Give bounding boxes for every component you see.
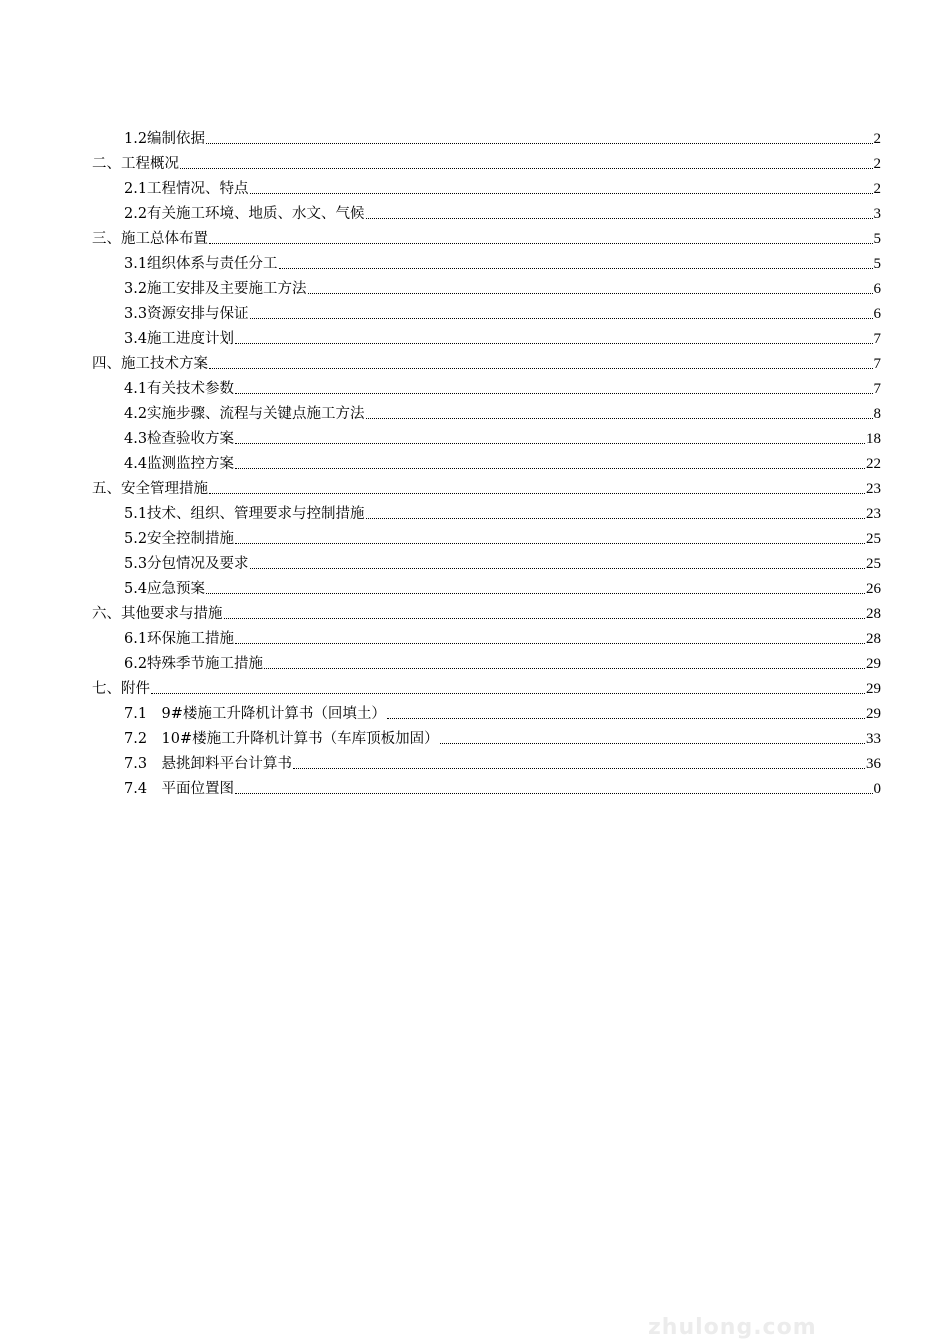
toc-dot-leader	[440, 742, 865, 744]
toc-entry-6-2[interactable]	[0, 648, 950, 673]
toc-entry-title: 5.2安全控制措施	[124, 531, 235, 547]
toc-page-number: 29	[866, 656, 881, 672]
toc-page-number: 5	[873, 256, 881, 272]
toc-entry-title: 三、施工总体布置	[92, 231, 208, 247]
toc-entry-4-3[interactable]	[0, 423, 950, 448]
toc-entry-title: 4.2实施步骤、流程与关键点施工方法	[124, 406, 365, 422]
toc-entry-2-2[interactable]	[0, 198, 950, 223]
toc-page-number: 6	[873, 281, 881, 297]
toc-dot-leader	[235, 642, 865, 644]
toc-entry-title: 5.1技术、组织、管理要求与控制措施	[124, 506, 365, 522]
toc-entry-3-1[interactable]	[0, 248, 950, 273]
toc-entry-title: 4.1有关技术参数	[124, 381, 235, 397]
toc-entry-title: 7.4 平面位置图	[124, 781, 235, 797]
toc-page-number: 6	[873, 306, 881, 322]
toc-entry-title: 五、安全管理措施	[92, 481, 208, 497]
toc-dot-leader	[235, 392, 872, 394]
toc-entry-title: 2.2有关施工环境、地质、水文、气候	[124, 206, 365, 222]
toc-dot-leader	[209, 242, 873, 244]
toc-entry-5-3[interactable]	[0, 548, 950, 573]
toc-entry-5-4[interactable]	[0, 573, 950, 598]
toc-page-number: 3	[873, 206, 881, 222]
toc-entry-title: 7.3 悬挑卸料平台计算书	[124, 756, 293, 772]
toc-page-number: 29	[866, 706, 881, 722]
toc-entry-title: 5.3分包情况及要求	[124, 556, 249, 572]
toc-dot-leader	[224, 617, 866, 619]
toc-dot-leader	[366, 417, 873, 419]
toc-entry-title: 3.1组织体系与责任分工	[124, 256, 278, 272]
toc-page-number: 28	[866, 631, 881, 647]
toc-entry-4-2[interactable]	[0, 398, 950, 423]
toc-page-number: 0	[873, 781, 881, 797]
toc-dot-leader	[293, 767, 865, 769]
toc-entry-4-4[interactable]	[0, 448, 950, 473]
toc-page-number: 25	[866, 556, 881, 572]
toc-dot-leader	[387, 717, 865, 719]
toc-dot-leader	[250, 567, 865, 569]
toc-page-number: 7	[873, 381, 881, 397]
toc-entry-title: 7.2 10#楼施工升降机计算书（车库顶板加固）	[124, 731, 439, 747]
toc-entry-1-2[interactable]	[0, 123, 950, 148]
toc-entry-title: 2.1工程情况、特点	[124, 181, 249, 197]
toc-dot-leader	[264, 667, 865, 669]
toc-entry-title: 四、施工技术方案	[92, 356, 208, 372]
toc-dot-leader	[235, 342, 872, 344]
table-of-contents	[0, 123, 950, 798]
toc-dot-leader	[209, 367, 873, 369]
watermark-logo: zhulong.com	[648, 1315, 817, 1340]
toc-entry-title: 3.2施工安排及主要施工方法	[124, 281, 307, 297]
toc-dot-leader	[151, 692, 865, 694]
toc-entry-6-1[interactable]	[0, 623, 950, 648]
toc-entry-title: 6.1环保施工措施	[124, 631, 235, 647]
toc-entry-section-2[interactable]	[0, 148, 950, 173]
toc-page-number: 2	[873, 181, 881, 197]
toc-page-number: 2	[873, 131, 881, 147]
toc-dot-leader	[235, 542, 865, 544]
toc-dot-leader	[206, 142, 872, 144]
toc-entry-title: 1.2编制依据	[124, 131, 206, 147]
toc-entry-section-5[interactable]	[0, 473, 950, 498]
toc-dot-leader	[308, 292, 873, 294]
toc-entry-section-4[interactable]	[0, 348, 950, 373]
toc-entry-7-3[interactable]	[0, 748, 950, 773]
toc-dot-leader	[235, 442, 865, 444]
toc-page-number: 28	[866, 606, 881, 622]
toc-entry-7-1[interactable]	[0, 698, 950, 723]
toc-page-number: 7	[873, 331, 881, 347]
toc-entry-title: 七、附件	[92, 681, 150, 697]
toc-page-number: 7	[873, 356, 881, 372]
toc-page-number: 18	[866, 431, 881, 447]
toc-entry-title: 7.1 9#楼施工升降机计算书（回填土）	[124, 706, 386, 722]
toc-entry-3-3[interactable]	[0, 298, 950, 323]
toc-page-number: 26	[866, 581, 881, 597]
toc-dot-leader	[366, 517, 865, 519]
toc-page-number: 33	[866, 731, 881, 747]
toc-dot-leader	[235, 467, 865, 469]
toc-page-number: 29	[866, 681, 881, 697]
toc-entry-title: 六、其他要求与措施	[92, 606, 223, 622]
toc-page-number: 22	[866, 456, 881, 472]
toc-entry-title: 3.4施工进度计划	[124, 331, 235, 347]
toc-entry-title: 4.4监测监控方案	[124, 456, 235, 472]
toc-dot-leader	[250, 192, 873, 194]
toc-entry-section-7[interactable]	[0, 673, 950, 698]
toc-page-number: 8	[873, 406, 881, 422]
toc-dot-leader	[209, 492, 865, 494]
toc-page-number: 23	[866, 481, 881, 497]
toc-entry-5-2[interactable]	[0, 523, 950, 548]
toc-entry-2-1[interactable]	[0, 173, 950, 198]
toc-entry-7-2[interactable]	[0, 723, 950, 748]
toc-dot-leader	[206, 592, 865, 594]
toc-entry-title: 3.3资源安排与保证	[124, 306, 249, 322]
toc-entry-4-1[interactable]	[0, 373, 950, 398]
toc-page-number: 2	[873, 156, 881, 172]
toc-entry-title: 4.3检查验收方案	[124, 431, 235, 447]
toc-page-number: 23	[866, 506, 881, 522]
toc-dot-leader	[235, 792, 872, 794]
toc-dot-leader	[366, 217, 873, 219]
toc-page-number: 25	[866, 531, 881, 547]
toc-entry-section-6[interactable]	[0, 598, 950, 623]
toc-entry-7-4[interactable]	[0, 773, 950, 798]
toc-page-number: 5	[873, 231, 881, 247]
toc-entry-3-4[interactable]	[0, 323, 950, 348]
toc-page-number: 36	[866, 756, 881, 772]
toc-dot-leader	[250, 317, 873, 319]
toc-entry-5-1[interactable]	[0, 498, 950, 523]
toc-entry-title: 6.2特殊季节施工措施	[124, 656, 264, 672]
toc-entry-title: 二、工程概况	[92, 156, 179, 172]
toc-entry-section-3[interactable]	[0, 223, 950, 248]
toc-dot-leader	[180, 167, 873, 169]
toc-entry-title: 5.4应急预案	[124, 581, 206, 597]
toc-entry-3-2[interactable]	[0, 273, 950, 298]
toc-dot-leader	[279, 267, 873, 269]
